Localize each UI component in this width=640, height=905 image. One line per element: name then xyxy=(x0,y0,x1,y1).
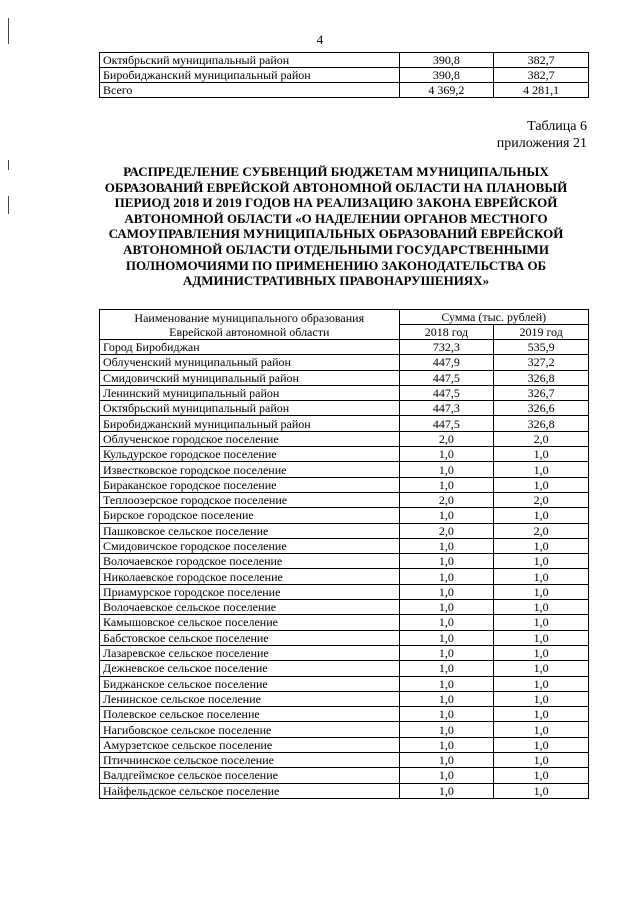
row-value-2018: 1,0 xyxy=(399,615,494,630)
row-value-2019: 1,0 xyxy=(494,676,589,691)
table-row xyxy=(100,477,589,492)
row-name-cell: Амурзетское сельское поселение xyxy=(100,737,400,752)
row-value-2019: 326,8 xyxy=(494,370,589,385)
row-value-2018: 1,0 xyxy=(399,600,494,615)
row-value-2019: 4 281,1 xyxy=(494,83,589,98)
row-value-2018: 1,0 xyxy=(399,554,494,569)
row-name-cell: Облученский муниципальный район xyxy=(100,355,400,370)
table-row xyxy=(100,691,589,706)
row-name-cell: Ленинский муниципальный район xyxy=(100,385,400,400)
row-value-2019: 1,0 xyxy=(494,753,589,768)
table-row xyxy=(100,68,589,83)
table-body xyxy=(100,340,589,799)
row-value-2018: 447,5 xyxy=(399,385,494,400)
row-value-2019: 382,7 xyxy=(494,53,589,68)
row-value-2019: 1,0 xyxy=(494,615,589,630)
row-value-2019: 1,0 xyxy=(494,538,589,553)
table-caption-number: Таблица 6 xyxy=(527,119,587,134)
row-name-cell: Биробиджанский муниципальный район xyxy=(100,416,400,431)
row-value-2018: 447,5 xyxy=(399,370,494,385)
row-value-2018: 1,0 xyxy=(399,753,494,768)
table-row xyxy=(100,83,589,98)
table-row xyxy=(100,584,589,599)
row-value-2018: 2,0 xyxy=(399,523,494,538)
table-row xyxy=(100,523,589,538)
row-value-2019: 326,6 xyxy=(494,401,589,416)
row-name-cell: Бирское городское поселение xyxy=(100,508,400,523)
table-row xyxy=(100,630,589,645)
row-value-2018: 1,0 xyxy=(399,569,494,584)
row-value-2019: 1,0 xyxy=(494,584,589,599)
row-value-2019: 2,0 xyxy=(494,492,589,507)
row-name-cell: Смидовичское городское поселение xyxy=(100,538,400,553)
table-row xyxy=(100,661,589,676)
row-value-2018: 1,0 xyxy=(399,538,494,553)
row-value-2019: 1,0 xyxy=(494,645,589,660)
row-name-cell: Биджанское сельское поселение xyxy=(100,676,400,691)
table-row xyxy=(100,615,589,630)
row-name-cell: Биробиджанский муниципальный район xyxy=(100,68,400,83)
table-row xyxy=(100,676,589,691)
row-name-cell: Ленинское сельское поселение xyxy=(100,691,400,706)
scan-margin-mark xyxy=(8,196,9,214)
row-name-cell: Камышовское сельское поселение xyxy=(100,615,400,630)
table-row xyxy=(100,707,589,722)
row-name-cell: Бираканское городское поселение xyxy=(100,477,400,492)
row-value-2018: 2,0 xyxy=(399,431,494,446)
row-name-cell: Город Биробиджан xyxy=(100,340,400,355)
row-value-2018: 390,8 xyxy=(399,53,494,68)
row-value-2019: 1,0 xyxy=(494,783,589,798)
row-value-2018: 1,0 xyxy=(399,768,494,783)
table-row xyxy=(100,783,589,798)
row-value-2018: 732,3 xyxy=(399,340,494,355)
row-name-cell: Дежневское сельское поселение xyxy=(100,661,400,676)
subvention-table xyxy=(99,309,589,799)
header-name-cell xyxy=(100,310,400,340)
row-value-2018: 2,0 xyxy=(399,492,494,507)
row-value-2018: 1,0 xyxy=(399,508,494,523)
row-name-cell: Нагибовское сельское поселение xyxy=(100,722,400,737)
row-value-2018: 1,0 xyxy=(399,477,494,492)
row-value-2019: 1,0 xyxy=(494,508,589,523)
row-value-2018: 447,3 xyxy=(399,401,494,416)
header-name-line1: Наименование муниципального образования xyxy=(134,310,365,325)
row-name-cell: Октябрьский муниципальный район xyxy=(100,53,400,68)
row-name-cell: Птичнинское сельское поселение xyxy=(100,753,400,768)
row-value-2018: 1,0 xyxy=(399,722,494,737)
row-value-2019: 1,0 xyxy=(494,661,589,676)
row-value-2019: 1,0 xyxy=(494,569,589,584)
row-value-2019: 1,0 xyxy=(494,554,589,569)
table-row xyxy=(100,355,589,370)
row-name-cell: Волочаевское городское поселение xyxy=(100,554,400,569)
row-name-cell: Бабстовское сельское поселение xyxy=(100,630,400,645)
row-name-cell: Валдгеймское сельское поселение xyxy=(100,768,400,783)
row-value-2019: 1,0 xyxy=(494,707,589,722)
row-value-2019: 1,0 xyxy=(494,447,589,462)
row-value-2019: 327,2 xyxy=(494,355,589,370)
row-value-2018: 1,0 xyxy=(399,447,494,462)
table-row xyxy=(100,370,589,385)
table-row xyxy=(100,492,589,507)
row-value-2018: 4 369,2 xyxy=(399,83,494,98)
table-row xyxy=(100,340,589,355)
row-name-cell: Полевское сельское поселение xyxy=(100,707,400,722)
row-value-2019: 326,8 xyxy=(494,416,589,431)
row-name-cell: Облученское городское поселение xyxy=(100,431,400,446)
continued-table xyxy=(99,52,589,98)
row-name-cell: Николаевское городское поселение xyxy=(100,569,400,584)
table-row xyxy=(100,554,589,569)
row-value-2019: 2,0 xyxy=(494,431,589,446)
table-caption-appendix: приложения 21 xyxy=(496,136,587,151)
table-row xyxy=(100,768,589,783)
table-row xyxy=(100,538,589,553)
row-name-cell: Всего xyxy=(100,83,400,98)
row-value-2018: 1,0 xyxy=(399,783,494,798)
table-row xyxy=(100,569,589,584)
row-value-2019: 1,0 xyxy=(494,722,589,737)
row-value-2019: 535,9 xyxy=(494,340,589,355)
row-name-cell: Пашковское сельское поселение xyxy=(100,523,400,538)
document-title: РАСПРЕДЕЛЕНИЕ СУБВЕНЦИЙ БЮДЖЕТАМ МУНИЦИПАЛЬНЫХ ОБРАЗОВАНИЙ ЕВРЕЙСКОЙ АВТОНОМНОЙ ОБЛАСТИ НА ПЛАНОВЫЙ ПЕРИОД 2018 И 2019 ГОДОВ НА РЕАЛИЗАЦИЮ ЗАКОНА ЕВРЕЙСКОЙ АВТОНОМНОЙ ОБЛАСТИ «О НАДЕЛЕНИИ ОРГАНОВ МЕСТНОГО САМОУПРАВЛЕНИЯ МУНИЦИПАЛЬНЫХ ОБРАЗОВАНИЙ ЕВРЕЙСКОЙ АВТОНОМНОЙ ОБЛАСТИ ОТДЕЛЬНЫМИ ГОСУДАРСТВЕННЫМИ ПОЛНОМОЧИЯМИ ПО ПРИМЕНЕНИЮ ЗАКОНОДАТЕЛЬСТВА ОБ АДМИНИСТРАТИВНЫХ ПРАВОНАРУШЕНИЯХ» xyxy=(104,164,568,289)
row-value-2018: 1,0 xyxy=(399,462,494,477)
row-name-cell: Известковское городское поселение xyxy=(100,462,400,477)
row-value-2019: 382,7 xyxy=(494,68,589,83)
table-row xyxy=(100,753,589,768)
table-row xyxy=(100,416,589,431)
row-value-2019: 1,0 xyxy=(494,691,589,706)
table-row xyxy=(100,722,589,737)
table-row xyxy=(100,53,589,68)
row-value-2018: 1,0 xyxy=(399,645,494,660)
row-value-2018: 447,9 xyxy=(399,355,494,370)
row-value-2018: 447,5 xyxy=(399,416,494,431)
scan-margin-mark xyxy=(8,160,9,170)
row-name-cell: Найфельдское сельское поселение xyxy=(100,783,400,798)
row-value-2019: 1,0 xyxy=(494,768,589,783)
row-name-cell: Октябрьский муниципальный район xyxy=(100,401,400,416)
table-row xyxy=(100,401,589,416)
header-year-2018: 2018 год xyxy=(399,325,494,340)
table-row xyxy=(100,385,589,400)
row-value-2018: 390,8 xyxy=(399,68,494,83)
table-header xyxy=(100,310,589,340)
page-number: 4 xyxy=(316,32,324,47)
row-value-2019: 1,0 xyxy=(494,630,589,645)
row-value-2018: 1,0 xyxy=(399,584,494,599)
row-value-2019: 1,0 xyxy=(494,600,589,615)
row-value-2018: 1,0 xyxy=(399,707,494,722)
row-value-2018: 1,0 xyxy=(399,661,494,676)
table-row xyxy=(100,737,589,752)
table-caption xyxy=(497,118,587,152)
row-value-2019: 1,0 xyxy=(494,462,589,477)
row-value-2018: 1,0 xyxy=(399,737,494,752)
header-year-2019: 2019 год xyxy=(494,325,589,340)
row-value-2019: 326,7 xyxy=(494,385,589,400)
header-name-line2: Еврейской автономной области xyxy=(169,324,330,339)
row-name-cell: Волочаевское сельское поселение xyxy=(100,600,400,615)
row-value-2018: 1,0 xyxy=(399,676,494,691)
table-row xyxy=(100,508,589,523)
table-row xyxy=(100,645,589,660)
row-value-2018: 1,0 xyxy=(399,691,494,706)
table-row xyxy=(100,431,589,446)
row-value-2018: 1,0 xyxy=(399,630,494,645)
table-row xyxy=(100,462,589,477)
row-name-cell: Приамурское городское поселение xyxy=(100,584,400,599)
row-name-cell: Теплоозерское городское поселение xyxy=(100,492,400,507)
row-value-2019: 1,0 xyxy=(494,737,589,752)
row-name-cell: Лазаревское сельское поселение xyxy=(100,645,400,660)
table-row xyxy=(100,447,589,462)
continued-table-body xyxy=(100,53,589,98)
table-row xyxy=(100,600,589,615)
row-value-2019: 1,0 xyxy=(494,477,589,492)
row-value-2019: 2,0 xyxy=(494,523,589,538)
header-sum-label: Сумма (тыс. рублей) xyxy=(399,310,588,325)
row-name-cell: Кульдурское городское поселение xyxy=(100,447,400,462)
row-name-cell: Смидовичский муниципальный район xyxy=(100,370,400,385)
